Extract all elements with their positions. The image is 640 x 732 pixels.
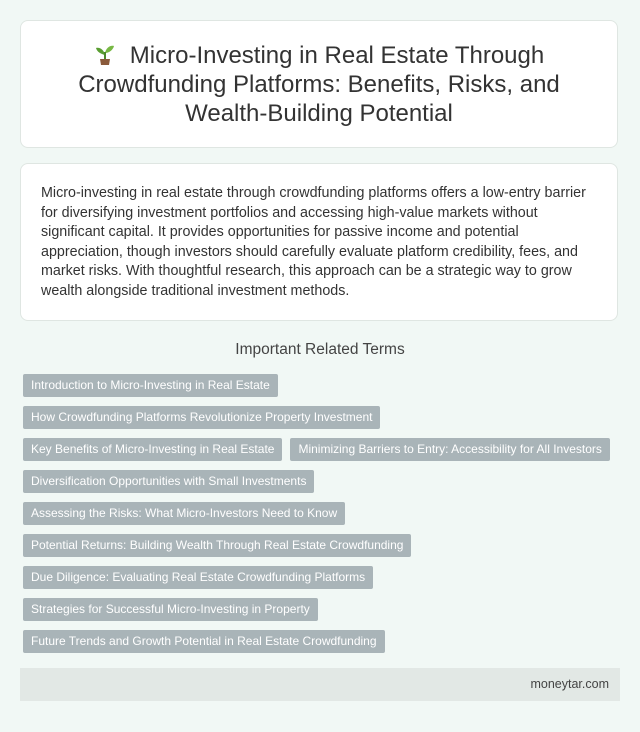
related-terms-list	[23, 374, 623, 653]
related-term-tag[interactable]: Due Diligence: Evaluating Real Estate Crowdfunding Platforms	[23, 566, 373, 589]
related-term-tag[interactable]: Potential Returns: Building Wealth Through Real Estate Crowdfunding	[23, 534, 411, 557]
related-term-tag[interactable]: Future Trends and Growth Potential in Real Estate Crowdfunding	[23, 630, 385, 653]
related-terms-heading: Important Related Terms	[235, 341, 405, 358]
related-term-tag[interactable]: Key Benefits of Micro-Investing in Real Estate	[23, 438, 282, 461]
related-term-tag[interactable]: Minimizing Barriers to Entry: Accessibility for All Investors	[290, 438, 609, 461]
related-term-tag[interactable]: Strategies for Successful Micro-Investing in Property	[23, 598, 318, 621]
title-text: Micro-Investing in Real Estate Through Crowdfunding Platforms: Benefits, Risks, and Wealth-Building Potential	[78, 41, 560, 127]
related-term-tag[interactable]: Assessing the Risks: What Micro-Investors Need to Know	[23, 502, 345, 525]
footer-site-name: moneytar.com	[530, 677, 609, 691]
sprout-icon	[94, 43, 116, 65]
related-term-tag[interactable]: Introduction to Micro-Investing in Real Estate	[23, 374, 278, 397]
summary-card	[20, 163, 618, 321]
page-title	[21, 41, 617, 128]
related-term-tag[interactable]: How Crowdfunding Platforms Revolutionize Property Investment	[23, 406, 380, 429]
footer	[20, 668, 620, 701]
title-card	[20, 20, 618, 148]
summary-text: Micro-investing in real estate through crowdfunding platforms offers a low-entry barrier for diversifying investment portfolios and accessing high-value markets without significant capital. It provides opportunities for passive income and potential appreciation, though investors should carefully evaluate platform credibility, fees, and market risks. With thoughtful research, this approach can be a strategic way to grow wealth alongside traditional investment methods.	[41, 185, 586, 299]
related-term-tag[interactable]: Diversification Opportunities with Small Investments	[23, 470, 314, 493]
